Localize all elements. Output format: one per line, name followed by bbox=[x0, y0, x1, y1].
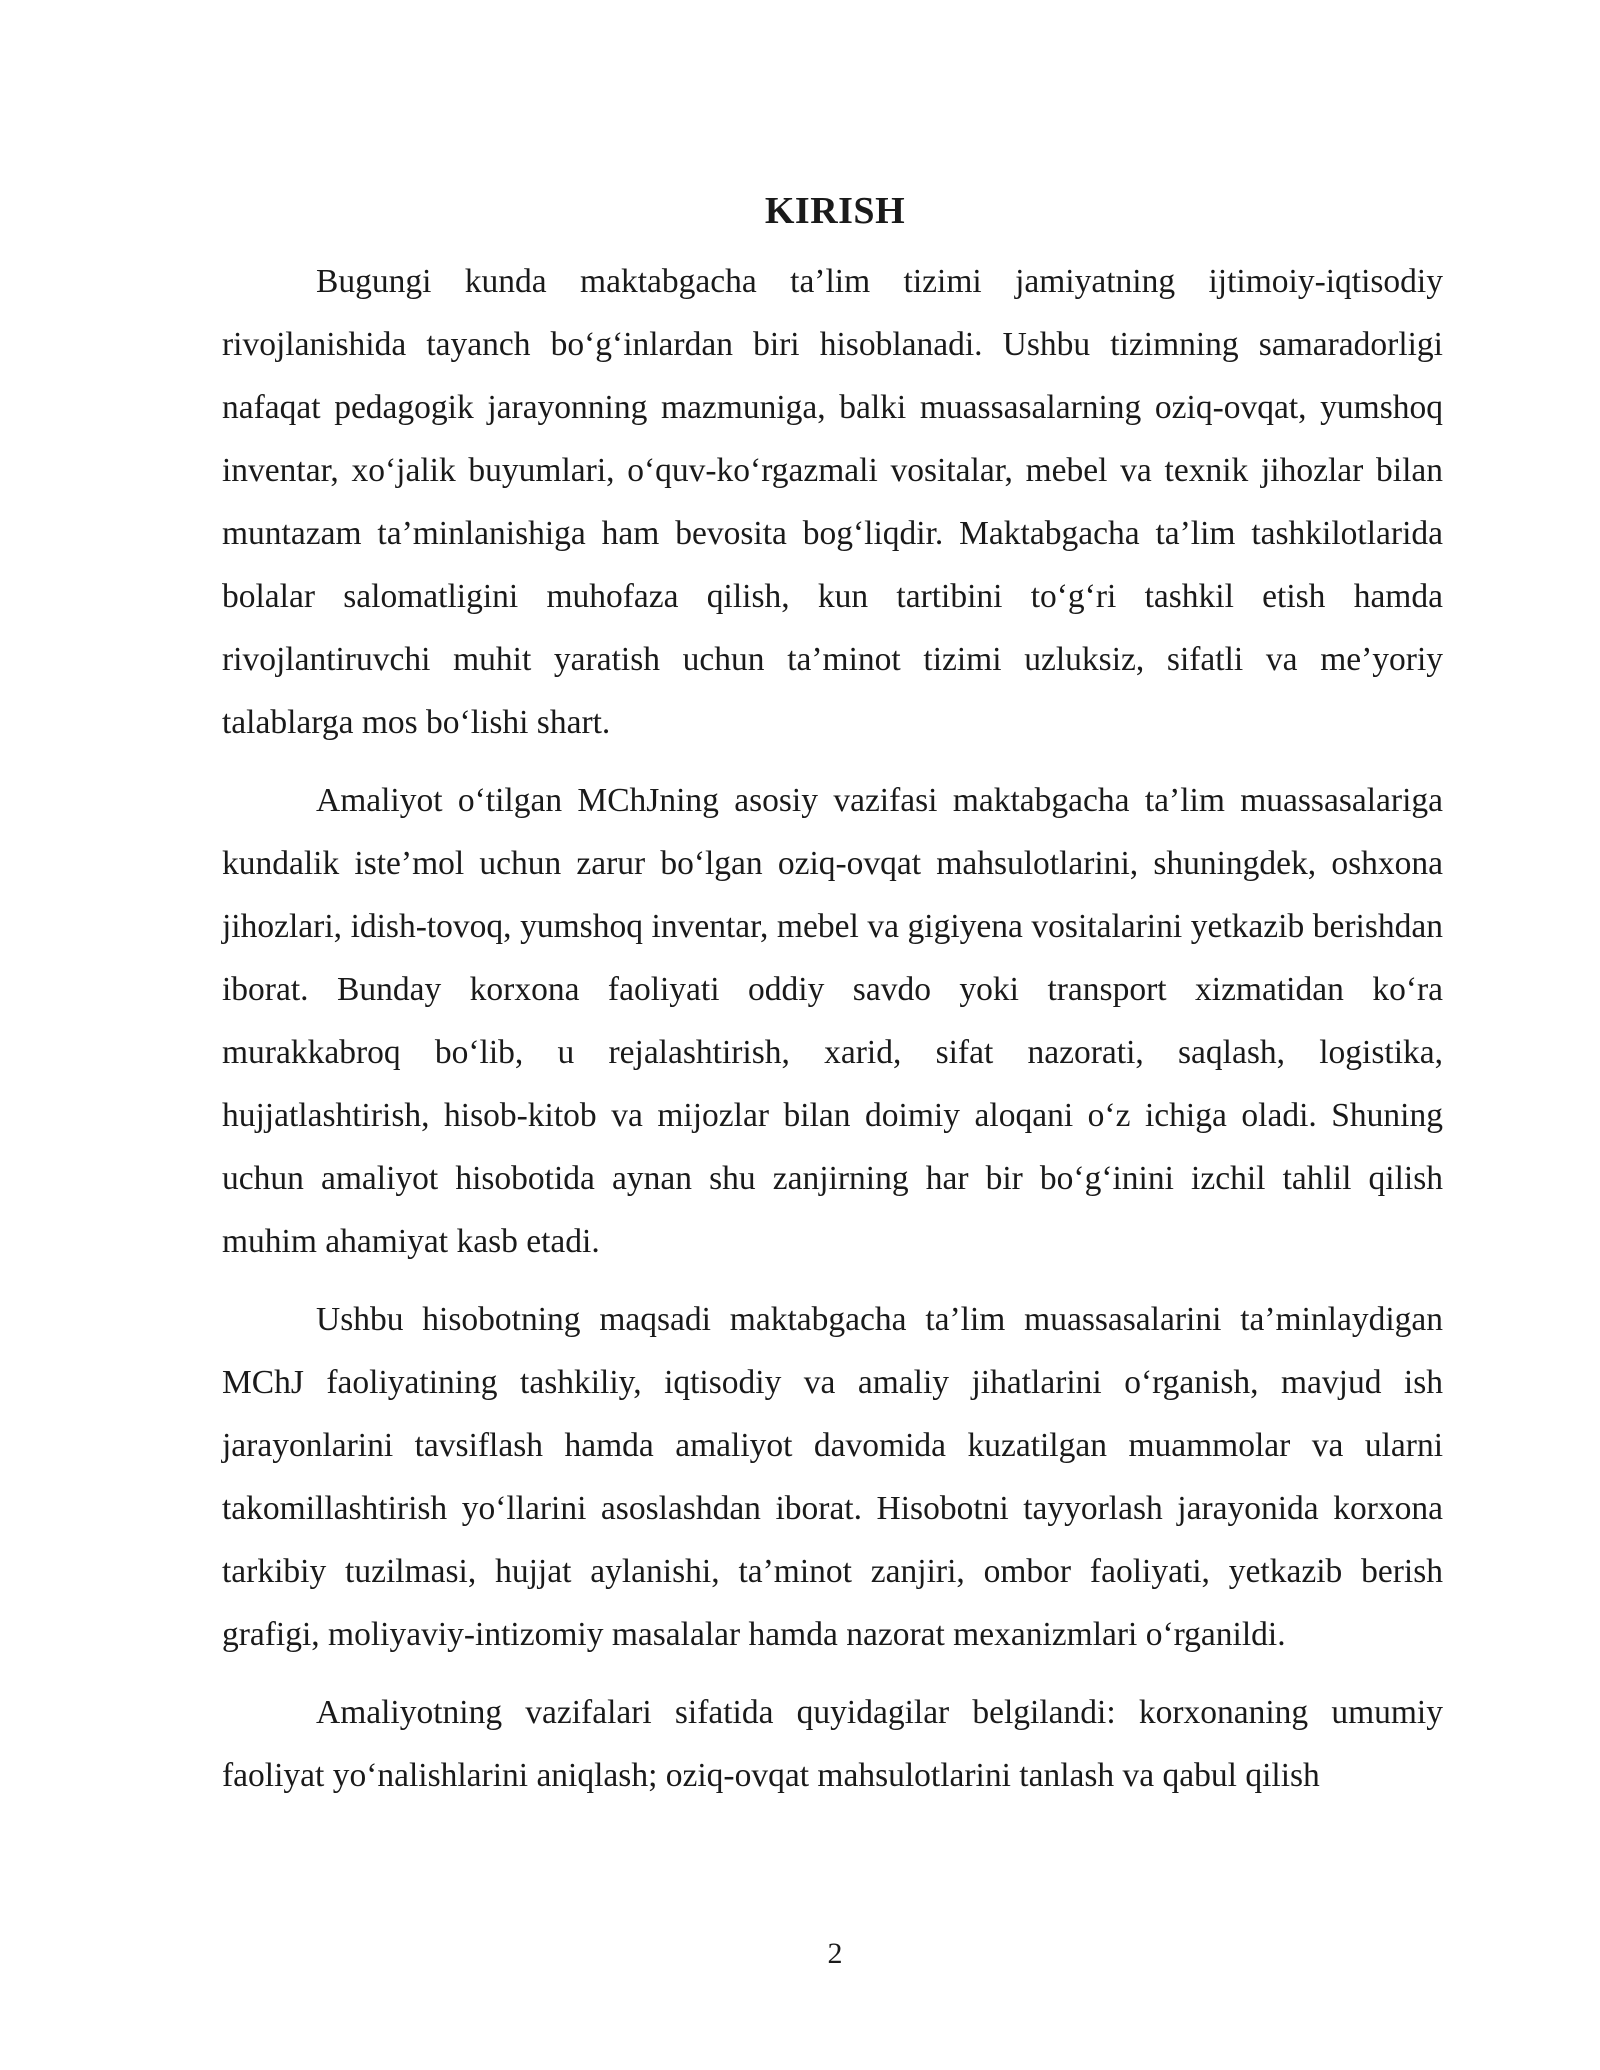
paragraph-1: Bugungi kunda maktabgacha ta’lim tizimi jamiyatning ijtimoiy-iqtisodiy rivojlanishida tayanch bo‘g‘inlardan biri hisoblanadi. Ushbu tizimning samaradorligi nafaqat pedagogik jarayonning mazmuniga, balki muassasalarning oziq-ovqat, yumshoq inventar, xo‘jalik buyumlari, o‘quv-ko‘rgazmali vositalar, mebel va texnik jihozlar bilan muntazam ta’minlanishiga ham bevosita bog‘liqdir. Maktabgacha ta’lim tashkilotlarida bolalar salomatligini muhofaza qilish, kun tartibini to‘g‘ri tashkil etish hamda rivojlantiruvchi muhit yaratish uchun ta’minot tizimi uzluksiz, sifatli va me’yoriy talablarga mos bo‘lishi shart. bbox=[222, 263, 1443, 741]
body-text bbox=[222, 250, 1443, 1822]
paragraph-4: Amaliyotning vazifalari sifatida quyidagilar belgilandi: korxonaning umumiy faoliyat yo‘nalishlarini aniqlash; oziq-ovqat mahsulotlarini tanlash va qabul qilish bbox=[222, 1694, 1443, 1794]
page-number: 2 bbox=[827, 1937, 843, 1970]
paragraph-2: Amaliyot o‘tilgan MChJning asosiy vazifasi maktabgacha ta’lim muassasalariga kundalik iste’mol uchun zarur bo‘lgan oziq-ovqat mahsulotlarini, shuningdek, oshxona jihozlari, idish-tovoq, yumshoq inventar, mebel va gigiyena vositalarini yetkazib berishdan iborat. Bunday korxona faoliyati oddiy savdo yoki transport xizmatidan ko‘ra murakkabroq bo‘lib, u rejalashtirish, xarid, sifat nazorati, saqlash, logistika, hujjatlashtirish, hisob-kitob va mijozlar bilan doimiy aloqani o‘z ichiga oladi. Shuning uchun amaliyot hisobotida aynan shu zanjirning har bir bo‘g‘inini izchil tahlil qilish muhim ahamiyat kasb etadi. bbox=[222, 782, 1443, 1260]
section-title: KIRISH bbox=[764, 190, 906, 232]
paragraph-3: Ushbu hisobotning maqsadi maktabgacha ta’lim muassasalarini ta’minlaydigan MChJ faoliyatining tashkiliy, iqtisodiy va amaliy jihatlarini o‘rganish, mavjud ish jarayonlarini tavsiflash hamda amaliyot davomida kuzatilgan muammolar va ularni takomillashtirish yo‘llarini asoslashdan iborat. Hisobotni tayyorlash jarayonida korxona tarkibiy tuzilmasi, hujjat aylanishi, ta’minot zanjiri, ombor faoliyati, yetkazib berish grafigi, moliyaviy-intizomiy masalalar hamda nazorat mexanizmlari o‘rganildi. bbox=[222, 1301, 1443, 1653]
